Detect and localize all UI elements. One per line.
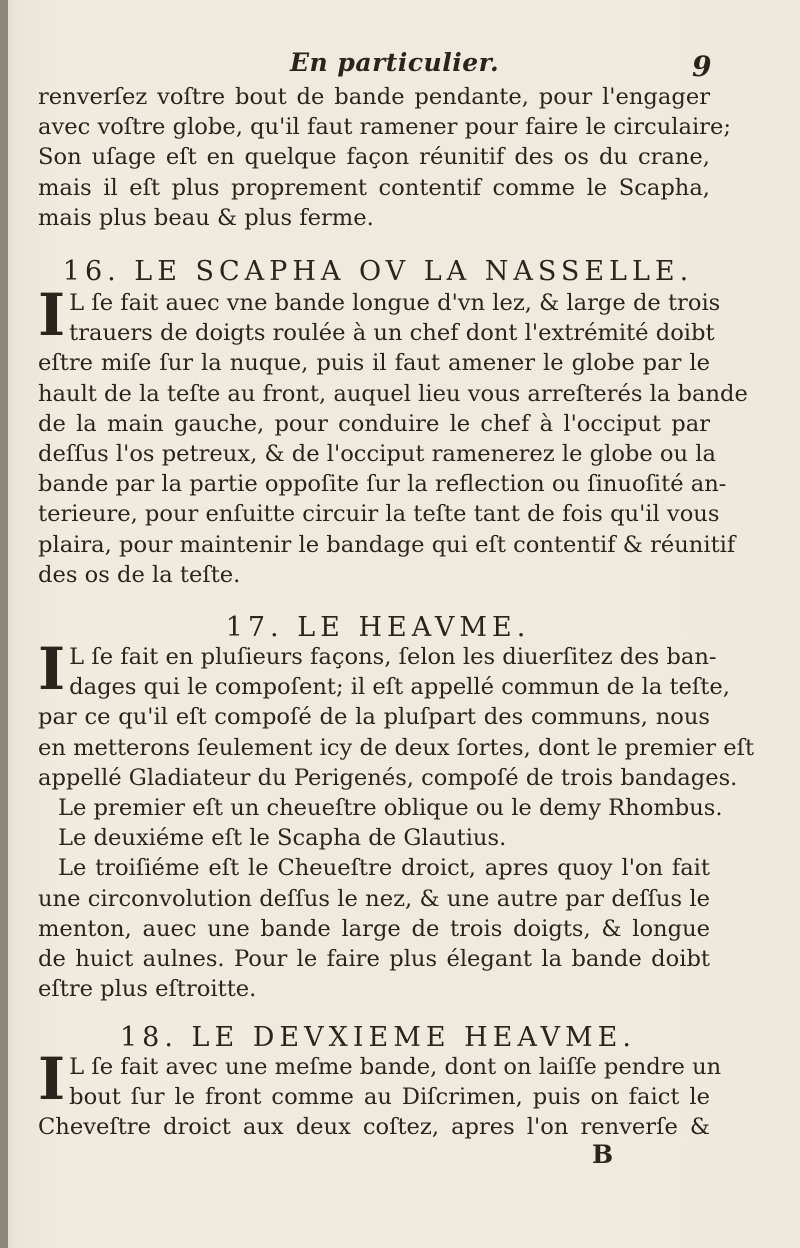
text-line: renverſez voſtre bout de bande pendante, pour l'engager xyxy=(38,84,710,110)
text-line: L ſe fait auec vne bande longue d'vn lez, & large de trois xyxy=(69,290,721,316)
signature-mark: B xyxy=(592,1140,614,1169)
section-heading: 18. LE DEVXIEME HEAVME. xyxy=(120,1022,636,1053)
text-line: bout ſur le front comme au Diſcrimen, puis on faict le xyxy=(69,1084,710,1111)
section-body xyxy=(38,281,748,590)
text-line: menton, auec une bande large de trois doigts, & longue xyxy=(38,915,710,942)
text-line: eſtre plus eſtroitte. xyxy=(38,976,257,1003)
text-line: avec voſtre globe, qu'il faut ramener pour faire le circulaire; xyxy=(38,114,731,141)
text-line: plaira, pour maintenir le bandage qui eſt contentif & réunitif xyxy=(38,531,736,558)
drop-cap: I xyxy=(38,1045,66,1113)
text-line: en metterons ſeulement icy de deux ſortes, dont le premier eſt xyxy=(38,734,755,761)
text-line: Son uſage eſt en quelque façon réunitif des os du crane, xyxy=(38,144,710,171)
text-line: par ce qu'il eſt compoſé de la pluſpart des communs, nous xyxy=(38,704,710,731)
text-line: de huict aulnes. Pour le faire plus élegant la bande doibt xyxy=(38,946,710,973)
drop-cap: I xyxy=(38,281,66,349)
running-head: En particulier. xyxy=(290,48,500,77)
text-line: Cheveſtre droict aux deux coſtez, apres l'on renverſe & xyxy=(38,1114,710,1141)
page-number: 9 xyxy=(692,50,712,83)
text-line: deſſus l'os petreux, & de l'occiput ramenerez le globe ou la xyxy=(38,441,716,468)
list-item: Le premier eſt un cheueſtre oblique ou le demy Rhombus. xyxy=(58,795,723,822)
text-line: bande par la partie oppoſite ſur la reflection ou ſinuoſité an- xyxy=(38,471,727,498)
intro-paragraph xyxy=(38,82,731,233)
text-line: appellé Gladiateur du Perigenés, compoſé de trois bandages. xyxy=(38,764,738,791)
section-heading: 17. LE HEAVME. xyxy=(225,612,531,643)
section-body xyxy=(38,1045,722,1143)
text-line: L ſe fait avec une meſme bande, dont on laiſſe pendre un xyxy=(69,1054,722,1080)
text-line: terieure, pour enſuitte circuir la teſte tant de fois qu'il vous xyxy=(38,501,720,528)
section-heading: 16. LE SCAPHA OV LA NASSELLE. xyxy=(62,256,694,287)
text-line: trauers de doigts roulée à un chef dont l'extrémité doibt xyxy=(69,320,715,347)
text-line: une circonvolution deſſus le nez, & une autre par deſſus le xyxy=(38,885,710,912)
page-header xyxy=(0,46,800,86)
drop-cap: I xyxy=(38,635,66,703)
text-line: L ſe fait en pluſieurs façons, ſelon les diuerſitez des ban- xyxy=(69,644,717,670)
text-line: des os de la teſte. xyxy=(38,561,241,588)
text-line: eſtre miſe ſur la nuque, puis il faut amener le globe par le xyxy=(38,350,710,377)
section-body xyxy=(38,635,755,1004)
text-line: de la main gauche, pour conduire le chef à l'occiput par xyxy=(38,410,710,437)
text-line: Le troiſiéme eſt le Cheueſtre droict, apres quoy l'on fait xyxy=(58,855,710,882)
page-binding-edge xyxy=(0,0,8,1248)
text-line: dages qui le compoſent; il eſt appellé commun de la teſte, xyxy=(69,674,730,701)
text-line: hault de la teſte au front, auquel lieu vous arreſterés la bande xyxy=(38,380,748,407)
text-line: mais plus beau & plus ferme. xyxy=(38,204,374,231)
text-line: mais il eſt plus proprement contentif comme le Scapha, xyxy=(38,174,710,201)
list-item: Le deuxiéme eſt le Scapha de Glautius. xyxy=(58,825,507,852)
